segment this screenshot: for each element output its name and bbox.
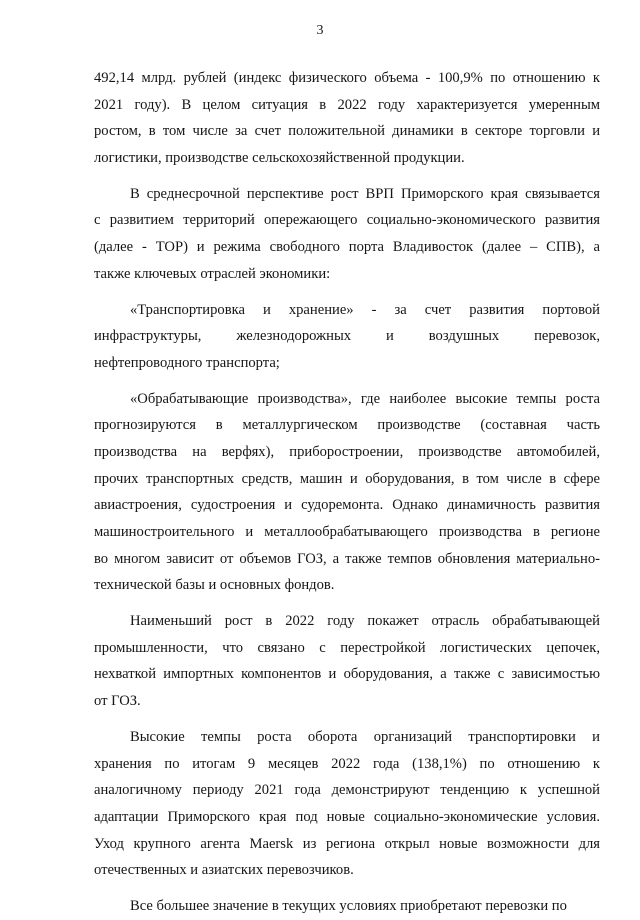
page-number: 3 bbox=[316, 23, 324, 38]
document-body bbox=[94, 65, 600, 920]
text-line: аналогичному периоду 2021 года демонстрируют тенденцию к успешной bbox=[94, 782, 600, 799]
text-line: Высокие темпы роста оборота организаций транспортировки и bbox=[130, 728, 600, 745]
text-line: авиастроения, судостроения и судоремонта. Однако динамичность развития bbox=[94, 497, 600, 514]
text-line: отечественных и азиатских перевозчиков. bbox=[94, 862, 354, 879]
paragraph bbox=[94, 724, 600, 884]
text-line: «Обрабатывающие производства», где наиболее высокие темпы роста bbox=[130, 390, 600, 407]
text-line: (далее - ТОР) и режима свободного порта Владивосток (далее – СПВ), а bbox=[94, 239, 600, 256]
paragraph-gap bbox=[94, 377, 600, 386]
text-line: логистики, производстве сельскохозяйственной продукции. bbox=[94, 150, 465, 167]
text-line: с развитием территорий опережающего социально-экономического развития bbox=[94, 212, 600, 229]
paragraph bbox=[94, 297, 600, 377]
text-line: прочих транспортных средств, машин и оборудования, в том числе в сфере bbox=[94, 470, 600, 487]
text-line: ростом, в том числе за счет положительной динамики в секторе торговли и bbox=[94, 123, 600, 140]
text-line: Все большее значение в текущих условиях приобретают перевозки по bbox=[130, 897, 567, 914]
paragraph bbox=[94, 608, 600, 715]
paragraph-gap bbox=[94, 599, 600, 608]
text-line: Уход крупного агента Maersk из региона открыл новые возможности для bbox=[94, 835, 600, 852]
paragraph bbox=[94, 65, 600, 172]
text-line: 2021 году). В целом ситуация в 2022 году характеризуется умеренным bbox=[94, 96, 600, 113]
text-line: технической базы и основных фондов. bbox=[94, 577, 335, 594]
paragraph-gap bbox=[94, 288, 600, 297]
paragraph bbox=[94, 893, 600, 920]
text-line: промышленности, что связано с перестройкой логистических цепочек, bbox=[94, 639, 600, 656]
paragraph-gap bbox=[94, 715, 600, 724]
text-line: нефтепроводного транспорта; bbox=[94, 354, 280, 371]
text-line: «Транспортировка и хранение» - за счет развития портовой bbox=[130, 301, 600, 318]
paragraph-gap bbox=[94, 172, 600, 181]
text-line: прогнозируются в металлургическом производстве (составная часть bbox=[94, 417, 600, 434]
text-line: инфраструктуры, железнодорожных и воздушных перевозок, bbox=[94, 328, 600, 345]
text-line: машиностроительного и металлообрабатывающего производства в регионе bbox=[94, 524, 600, 540]
text-line: 492,14 млрд. рублей (индекс физического объема - 100,9% по отношению к bbox=[94, 70, 600, 86]
text-line: хранения по итогам 9 месяцев 2022 года (138,1%) по отношению к bbox=[94, 755, 600, 772]
text-line: во многом зависит от объемов ГОЗ, а также темпов обновления материально- bbox=[94, 550, 600, 567]
text-line: от ГОЗ. bbox=[94, 693, 141, 710]
text-line: В среднесрочной перспективе рост ВРП Приморского края связывается bbox=[130, 185, 600, 202]
text-line: Наименьший рост в 2022 году покажет отрасль обрабатывающей bbox=[130, 613, 600, 630]
paragraph bbox=[94, 386, 600, 600]
text-line: адаптации Приморского края под новые социально-экономические условия. bbox=[94, 808, 600, 825]
text-line: нехваткой импортных компонентов и оборудования, а также с зависимостью bbox=[94, 666, 600, 683]
paragraph bbox=[94, 181, 600, 288]
text-line: также ключевых отраслей экономики: bbox=[94, 265, 331, 282]
text-line: производства на верфях), приборостроении, производстве автомобилей, bbox=[94, 443, 600, 460]
paragraph-gap bbox=[94, 884, 600, 893]
